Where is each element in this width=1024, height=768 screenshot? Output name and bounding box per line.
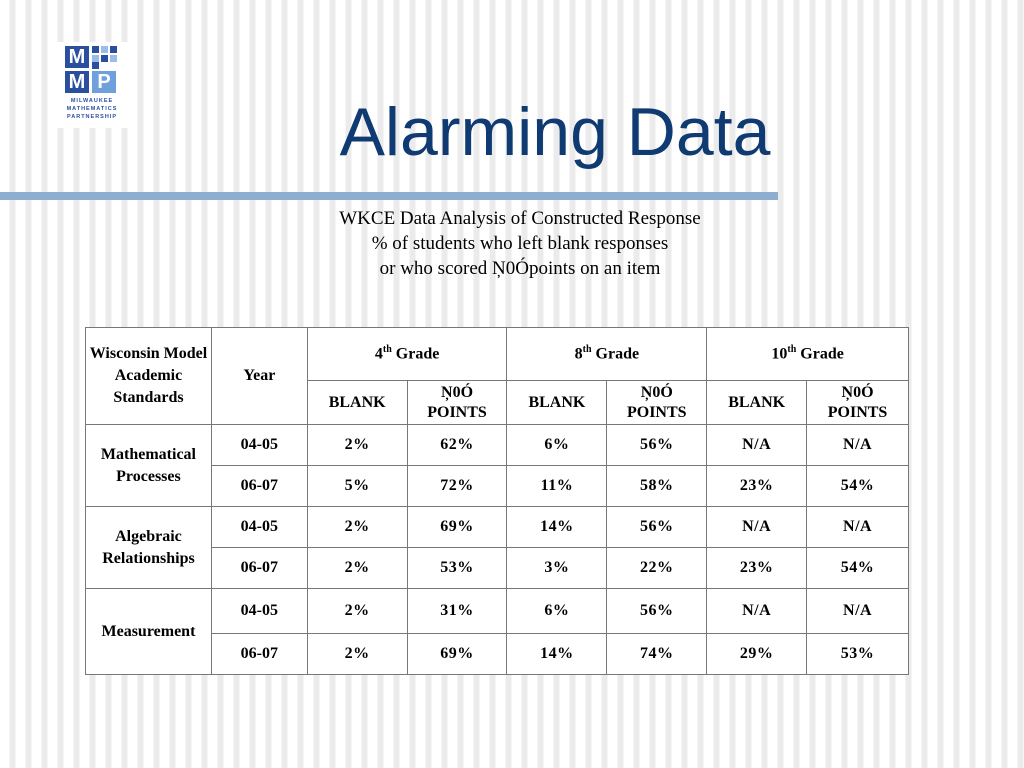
value-cell: N/A bbox=[707, 425, 807, 466]
value-cell: 2% bbox=[307, 548, 407, 589]
standard-name: Mathematical Processes bbox=[86, 425, 212, 507]
value-cell: 6% bbox=[507, 425, 607, 466]
logo-square bbox=[92, 55, 99, 62]
subtitle-line-3: or who scored Ņ0Ópoints on an item bbox=[379, 258, 661, 279]
year-cell: 04-05 bbox=[211, 507, 307, 548]
value-cell: 2% bbox=[307, 425, 407, 466]
table-row bbox=[86, 507, 909, 548]
logo-tile-m2: M bbox=[65, 71, 89, 93]
value-cell: 54% bbox=[807, 466, 909, 507]
value-cell: 2% bbox=[307, 634, 407, 675]
year-cell: 06-07 bbox=[211, 466, 307, 507]
value-cell: 69% bbox=[407, 507, 507, 548]
logo-square bbox=[92, 62, 99, 69]
year-cell: 06-07 bbox=[211, 634, 307, 675]
logo-square bbox=[101, 46, 108, 53]
subheader-zero-points: Ņ0Ó POINTS bbox=[407, 381, 507, 425]
value-cell: 2% bbox=[307, 507, 407, 548]
logo-line-2: MATHEMATICS bbox=[66, 106, 118, 112]
subheader-blank: BLANK bbox=[507, 381, 607, 425]
value-cell: 54% bbox=[807, 548, 909, 589]
value-cell: 2% bbox=[307, 589, 407, 634]
logo-line-3: PARTNERSHIP bbox=[66, 114, 117, 120]
logo-square bbox=[110, 46, 117, 53]
value-cell: 31% bbox=[407, 589, 507, 634]
table-row bbox=[86, 425, 909, 466]
header-grade-4: 4th Grade bbox=[307, 328, 507, 381]
value-cell: 23% bbox=[707, 548, 807, 589]
value-cell: 14% bbox=[507, 507, 607, 548]
logo-tile-m1: M bbox=[65, 46, 89, 68]
value-cell: 11% bbox=[507, 466, 607, 507]
value-cell: 62% bbox=[407, 425, 507, 466]
header-standards: Wisconsin Model Academic Standards bbox=[86, 328, 212, 425]
value-cell: 56% bbox=[607, 507, 707, 548]
value-cell: 23% bbox=[707, 466, 807, 507]
year-cell: 04-05 bbox=[211, 425, 307, 466]
subheader-blank: BLANK bbox=[307, 381, 407, 425]
subtitle bbox=[220, 206, 820, 281]
slide-title: Alarming Data bbox=[339, 94, 771, 170]
value-cell: 72% bbox=[407, 466, 507, 507]
subtitle-line-2: % of students who left blank responses bbox=[371, 233, 669, 254]
subheader-blank: BLANK bbox=[707, 381, 807, 425]
value-cell: 5% bbox=[307, 466, 407, 507]
subheader-zero-points: Ņ0Ó POINTS bbox=[807, 381, 909, 425]
value-cell: N/A bbox=[807, 589, 909, 634]
mmp-logo bbox=[52, 42, 132, 128]
header-year: Year bbox=[211, 328, 307, 425]
value-cell: 53% bbox=[407, 548, 507, 589]
value-cell: 29% bbox=[707, 634, 807, 675]
value-cell: 22% bbox=[607, 548, 707, 589]
value-cell: 53% bbox=[807, 634, 909, 675]
value-cell: 6% bbox=[507, 589, 607, 634]
standard-name: Algebraic Relationships bbox=[86, 507, 212, 589]
logo-square bbox=[101, 55, 108, 62]
value-cell: N/A bbox=[807, 507, 909, 548]
value-cell: 58% bbox=[607, 466, 707, 507]
table-row bbox=[86, 589, 909, 634]
logo-tile-p: P bbox=[92, 71, 116, 93]
value-cell: 14% bbox=[507, 634, 607, 675]
standard-name: Measurement bbox=[86, 589, 212, 675]
value-cell: N/A bbox=[807, 425, 909, 466]
value-cell: 74% bbox=[607, 634, 707, 675]
subheader-zero-points: Ņ0Ó POINTS bbox=[607, 381, 707, 425]
value-cell: N/A bbox=[707, 589, 807, 634]
logo-square bbox=[110, 55, 117, 62]
value-cell: 3% bbox=[507, 548, 607, 589]
value-cell: 69% bbox=[407, 634, 507, 675]
year-cell: 04-05 bbox=[211, 589, 307, 634]
header-grade-8: 8th Grade bbox=[507, 328, 707, 381]
title-divider bbox=[0, 192, 778, 200]
logo-square bbox=[92, 46, 99, 53]
subtitle-line-1: WKCE Data Analysis of Constructed Response bbox=[339, 208, 701, 229]
logo-line-1: MILWAUKEE bbox=[70, 98, 114, 104]
value-cell: N/A bbox=[707, 507, 807, 548]
value-cell: 56% bbox=[607, 425, 707, 466]
year-cell: 06-07 bbox=[211, 548, 307, 589]
header-grade-10: 10th Grade bbox=[707, 328, 909, 381]
data-table bbox=[85, 327, 909, 675]
value-cell: 56% bbox=[607, 589, 707, 634]
